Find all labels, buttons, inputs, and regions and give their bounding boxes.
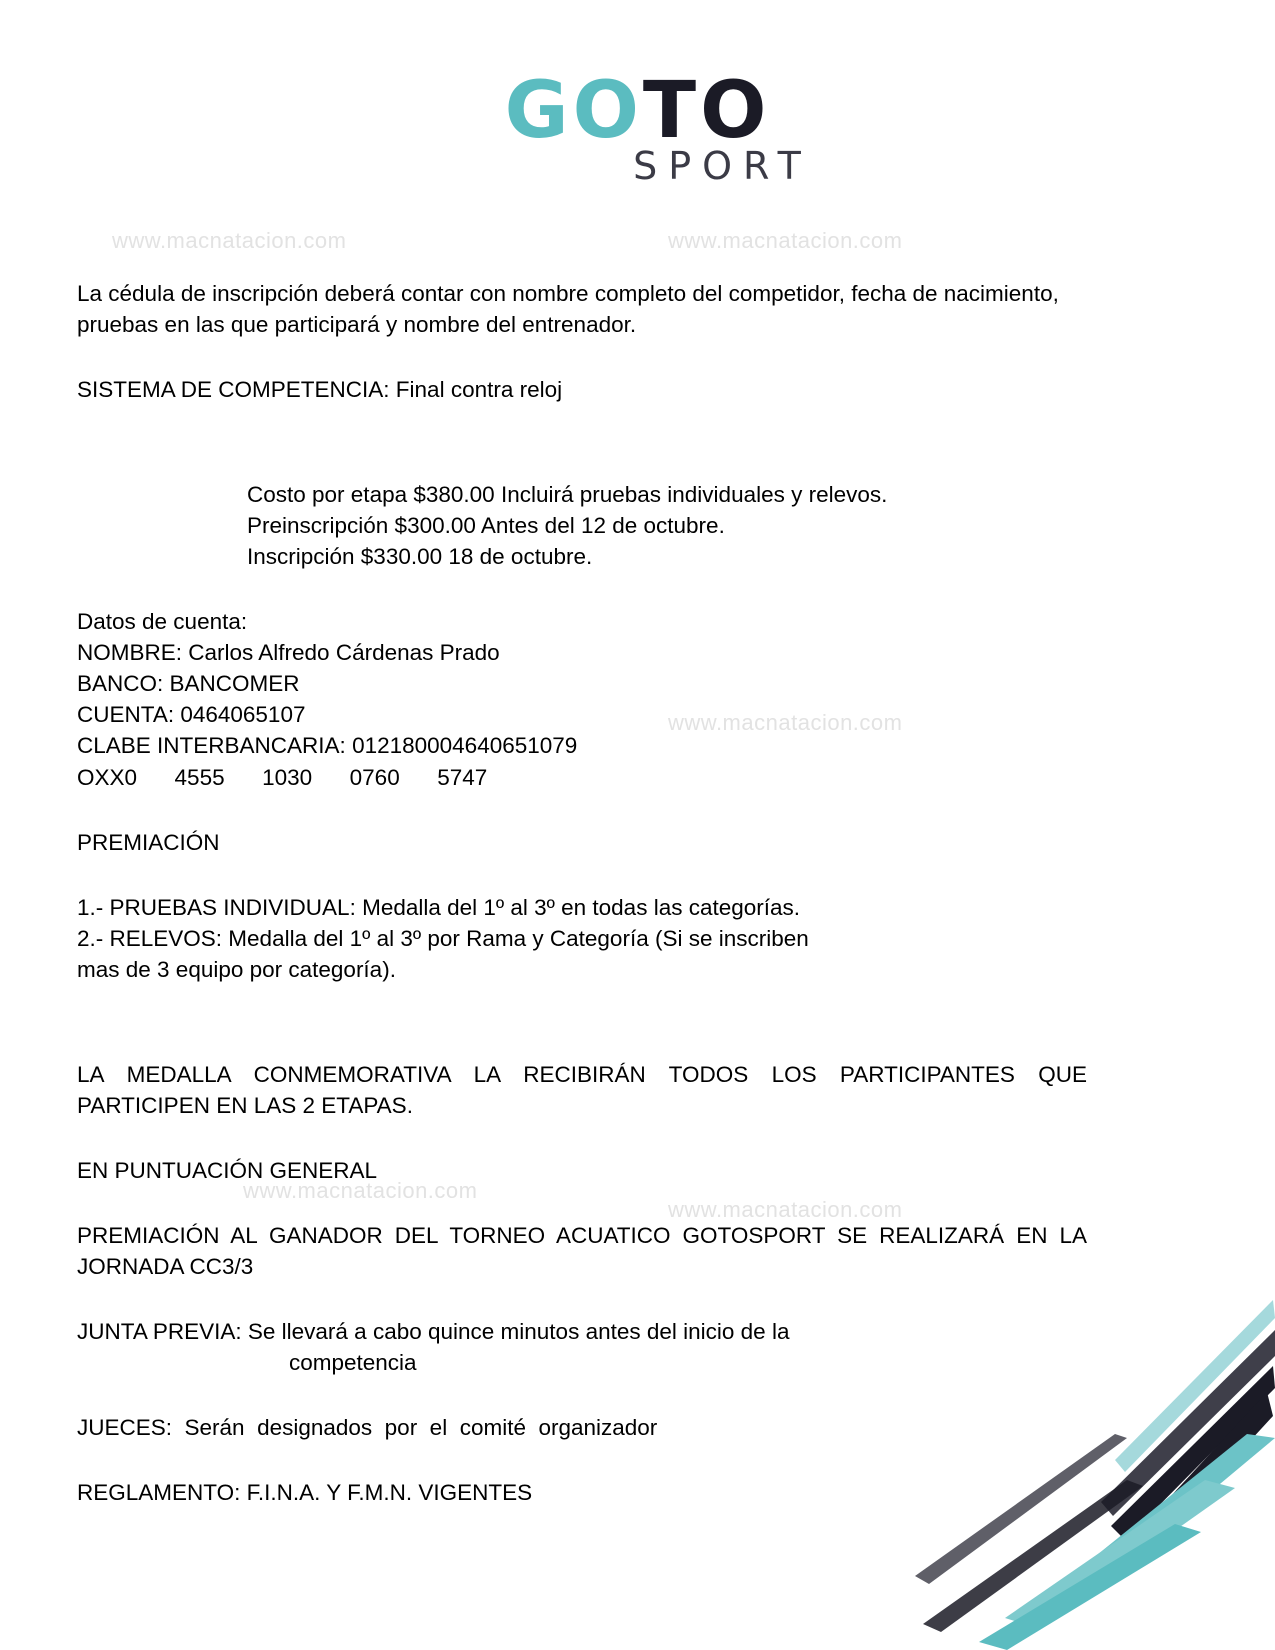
watermark: www.macnatacion.com: [668, 710, 903, 735]
price-line-inscripcion: Inscripción $330.00 18 de octubre.: [247, 544, 593, 570]
price-line-preinscripcion: Preinscripción $300.00 Antes del 12 de octubre.: [247, 513, 725, 539]
logo-letter-o2: O: [700, 66, 771, 156]
paragraph-medalla-conmemorativa: LA MEDALLA CONMEMORATIVA LA RECIBIRÁN TODOS LOS PARTICIPANTES QUE PARTICIPEN EN LAS 2 ETAPAS.: [77, 1061, 1087, 1118]
paragraph-intro: La cédula de inscripción deberá contar con nombre completo del competidor, fecha de nacimiento, pruebas en las que participará y nombre del entrenador.: [77, 281, 1059, 338]
price-line-etapa: Costo por etapa $380.00 Incluirá pruebas individuales y relevos.: [247, 482, 888, 508]
watermark: www.macnatacion.com: [668, 1197, 903, 1222]
logo-letter-o1: O: [572, 66, 643, 156]
account-nombre: NOMBRE: Carlos Alfredo Cárdenas Prado: [77, 640, 500, 666]
account-clabe: CLABE INTERBANCARIA: 012180004640651079: [77, 733, 578, 759]
paragraph-premiacion-ganador: PREMIACIÓN AL GANADOR DEL TORNEO ACUATICO GOTOSPORT SE REALIZARÁ EN LA JORNADA CC3/3: [77, 1222, 1087, 1279]
watermark: www.macnatacion.com: [112, 228, 347, 253]
logo-letter-t: T: [642, 66, 701, 156]
account-banco: BANCO: BANCOMER: [77, 671, 300, 697]
watermark: www.macnatacion.com: [668, 228, 903, 253]
paragraph-reglamento: REGLAMENTO: F.I.N.A. Y F.M.N. VIGENTES: [77, 1480, 533, 1506]
premiacion-item-relevos-cont: mas de 3 equipo por categoría).: [77, 956, 396, 982]
paragraph-sistema-competencia: SISTEMA DE COMPETENCIA: Final contra reloj: [77, 377, 563, 403]
logo-tagline: SPORT: [633, 144, 812, 188]
watermark: www.macnatacion.com: [243, 1178, 478, 1203]
logo-letter-g: G: [504, 66, 573, 156]
paragraph-jueces: JUECES: Serán designados por el comité organizador: [77, 1415, 658, 1441]
logo-wordmark: [504, 66, 771, 156]
premiacion-title: PREMIACIÓN: [77, 829, 220, 855]
premiacion-item-individual: 1.- PRUEBAS INDIVIDUAL: Medalla del 1º al 3º en todas las categorías.: [77, 894, 801, 920]
paragraph-junta-previa: JUNTA PREVIA: Se llevará a cabo quince minutos antes del inicio de la: [77, 1318, 790, 1344]
paragraph-puntuacion-general: EN PUNTUACIÓN GENERAL: [77, 1157, 378, 1183]
document-body: [77, 278, 1087, 1508]
brand-logo: [0, 66, 1275, 188]
premiacion-item-relevos: 2.- RELEVOS: Medalla del 1º al 3º por Rama y Categoría (Si se inscriben: [77, 925, 809, 951]
paragraph-junta-previa-cont: competencia: [289, 1350, 417, 1376]
account-oxxo: OXX0 4555 1030 0760 5747: [77, 764, 488, 790]
account-heading: Datos de cuenta:: [77, 609, 248, 635]
account-cuenta: CUENTA: 0464065107: [77, 702, 306, 728]
